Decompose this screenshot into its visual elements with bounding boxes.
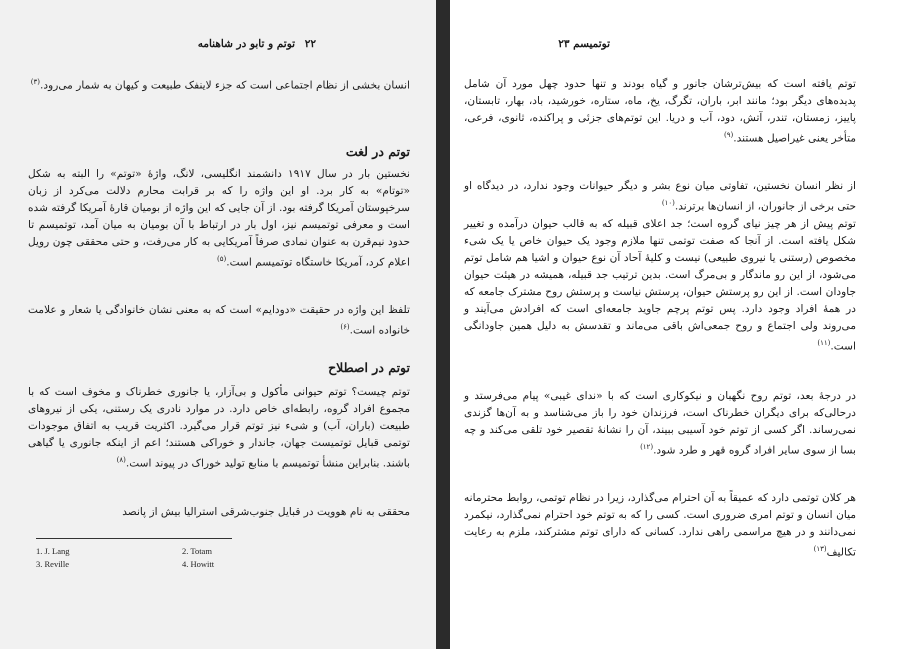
section-title-terminology: توتم در اصطلاح [328, 360, 410, 375]
book-gutter [436, 0, 450, 649]
section2-p2-text: محققی به نام هوویت در قبایل جنوب‌شرقی استرالیا بیش از پانصد [122, 506, 410, 518]
right-paragraph-3 [464, 216, 856, 356]
footnotes [36, 545, 256, 571]
right-paragraph-5 [464, 490, 856, 562]
section2-p1-text: توتم چیست؟ توتم حیوانی مأکول و بی‌آزار، یا جانوری خطرناک و مخوف است که با مجموع افراد گروه، رابطه‌ای خاص دارد. در موارد نادری یک رستنی، یکی از نیروهای طبیعت (باران، آب) و شیء نیز توتم قرار می‌گیرد. اکثریت قریب به اتفاق موجودات توتمی قبایل توتمیست جهان، جاندار و خوراکی هستند؛ اعم از اینکه جانوری یا گیاهی باشند. بنابراین منشأ توتمیسم با منابع تولید خوراک در پیوند است. [28, 386, 410, 470]
left-page [0, 0, 436, 649]
section2-paragraph-2 [28, 504, 410, 521]
intro-text: انسان بخشی از نظام اجتماعی است که جزء لاینفک طبیعت و کیهان به شمار می‌رود. [40, 79, 410, 92]
right-p4-text: در درجهٔ بعد، توتم روح نگهبان و نیکوکاری است که با «ندای غیبی» پیام می‌فرستد و درحالی‌که برای دیگران خطرناک است، فرزندان خود را باز می‌شناسد و به آن‌ها گزندی نمی‌رساند. اگر کسی از توتم خود آسیبی ببیند، آن را نشانهٔ تقصیر خود تلقی می‌کند و چه بسا از سوی سایر افراد گروه قهر و طرد شود. [464, 390, 856, 457]
right-p3-text: توتم پیش از هر چیز نیای گروه است؛ جد اعلای قبیله که به قالب حیوان درآمده و تغییر شکل یافته است. از آنجا که صفت توتمی تنها ملازم وجود یک حیوان خاص یا یک شیء مخصوص (رستنی یا نیروی طبیعی) نیست و کلیهٔ آحاد آن نوع حیوان و اشیا هم شامل توتم می‌شود، از این رو ماندگار و بی‌مرگ است. بدین ترتیب جد قبیله، همیشه در هیئت حیوان جاودان است. از این رو پرستش حیوان، پرستش نیاست و پرستش روح مشترک جامعه که در همهٔ افراد وجود دارد. پس توتم پرچم جاوید جامعه‌ای است که افرادش می‌آیند و می‌روند ولی اجتماع و روح جمعی‌اش باقی می‌ماند و تقدسش به دلیل همین جاودانگی است. [464, 218, 856, 353]
right-p5-ref: (۱۳) [813, 545, 827, 553]
footnote-3: 3. Reville [36, 559, 70, 569]
right-page [450, 0, 901, 649]
right-p1-text: توتم یافته است که بیش‌ترشان جانور و گیاه بودند و تنها حدود چهل مورد آن شامل پدیده‌های دیگر بود؛ مانند ابر، باران، تگرگ، یخ، ماه، ستاره، خورشید، باد، بهار، تابستان، پاییز، زمستان، تندر، آتش، دود، آب و دریا. این توتم‌های جزئی و پراکنده، ثانوی، فرعی، متأخر یعنی غیراصیل هستند. [464, 78, 856, 145]
footnote-2: 2. Totam [182, 546, 212, 556]
section1-p1-text: نخستین بار در سال ۱۹۱۷ دانشمند انگلیسی، لانگ، واژهٔ «توتم» را البته به شکل «توتام» به کار برد. او این واژه را که بر قرابت محارم دلالت می‌کرد از زبان سرخپوستان آمریکا گرفته بود. از آن جایی که این واژه از بومیان قارهٔ آمریکا گرفته شده است و معرفی توتمیسم نیز، اول بار در ارتباط با آن بومیان به میان آمد، توتمیسم تا حدود نیم‌قرن به عنوان نمادی صرفاً آمریکایی به کار می‌رفت، و حتی محققی چون رویل اعلام کرد، آمریکا خاستگاه توتمیسم است. [28, 168, 411, 269]
section1-p2-ref: (۶) [340, 323, 350, 331]
left-page-running-title: توتم و تابو در شاهنامه [197, 38, 296, 50]
right-p2-text: از نظر انسان نخستین، تفاوتی میان نوع بشر و دیگر حیوانات وجود ندارد، در دیدگاه او حتی برخی از جانوران، از انسان‌ها برترند. [464, 180, 856, 213]
right-p2-ref: (۱۰) [661, 199, 675, 207]
right-p1-ref: (۹) [723, 131, 734, 139]
right-page-running-title: توتمیسم [573, 38, 610, 50]
section-title-lexical: توتم در لغت [345, 144, 410, 159]
right-page-number: ۲۳ [558, 38, 570, 50]
section1-paragraph-2 [28, 302, 410, 340]
right-p4-ref: (۱۲) [640, 443, 654, 451]
intro-ref: (۳) [30, 78, 41, 86]
right-p3-ref: (۱۱) [817, 339, 831, 347]
left-intro-paragraph [28, 74, 410, 95]
right-p5-text: هر کلان توتمی دارد که عمیقاً به آن احترام می‌گذارد، زیرا در نظام توتمی، روابط محترمانه میان انسان و توتم امری ضروری است. کسی را که به توتم خود احترام نمی‌گذارد، نیکمرد نمی‌دانند و در هیچ مراسمی راهی ندارد. کسانی که دارای توتم مشترکند، ملزم به رعایت تکالیف [464, 492, 856, 559]
footnote-divider [36, 538, 232, 539]
footnote-4: 4. Howitt [182, 559, 215, 569]
section2-p1-ref: (۸) [116, 456, 126, 464]
right-paragraph-4 [464, 388, 856, 460]
left-page-number: ۲۲ [304, 38, 316, 50]
left-page-header [197, 38, 316, 50]
right-page-header [520, 38, 610, 50]
section1-paragraph-1 [28, 166, 410, 272]
section2-paragraph-1 [28, 384, 410, 473]
footnote-1: 1. J. Lang [36, 546, 70, 556]
right-paragraph-1 [464, 76, 856, 148]
section1-p1-ref: (۵) [217, 255, 227, 263]
right-paragraph-2 [464, 178, 856, 216]
section1-p2-text: تلفظ این واژه در حقیقت «دودایم» است که به معنی نشان خانوادگی یا شعار و علامت خانواده است. [28, 304, 410, 337]
